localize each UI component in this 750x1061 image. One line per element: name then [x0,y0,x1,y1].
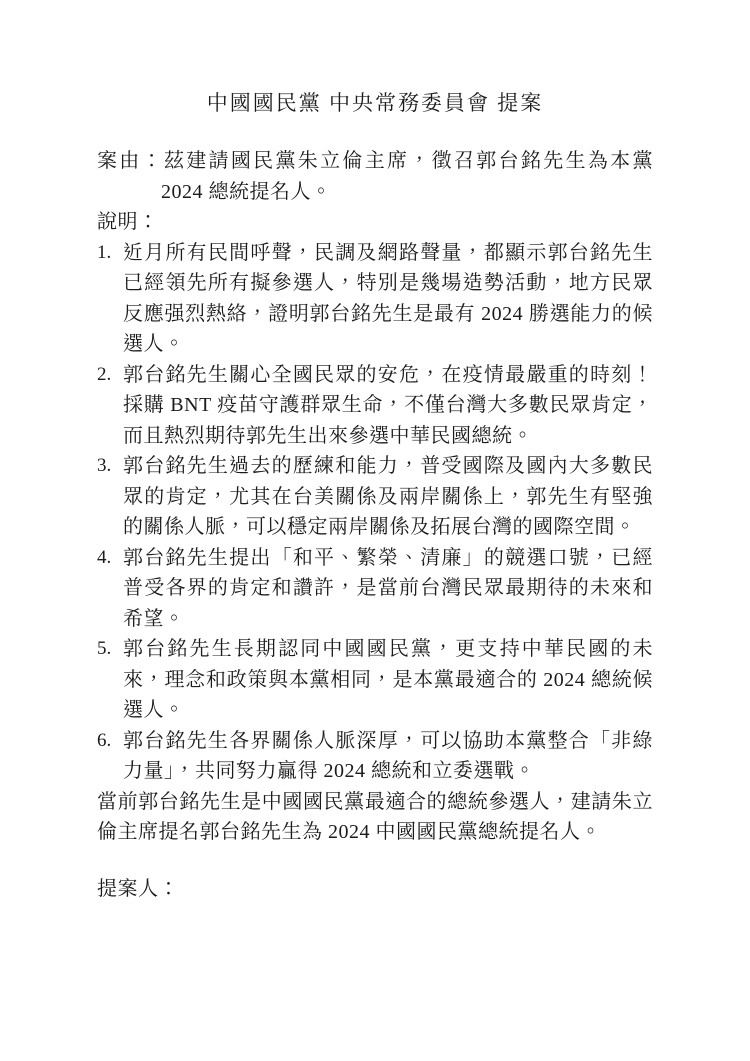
subject-text: 茲建請國民黨朱立倫主席，徵召郭台銘先生為本黨 2024 總統提名人。 [161,150,653,203]
list-item [97,543,653,635]
proposer-label: 提案人： [97,877,179,900]
list-item [97,634,653,726]
list-item [97,726,653,787]
list-item-number: 2. [97,363,112,385]
list-item-text: 郭台銘先生過去的歷練和能力，普受國際及國內大多數民眾的肯定，尤其在台美關係及兩岸關係上，郭先生有堅強的關係人脈，可以穩定兩岸關係及拓展台灣的國際空間。 [123,455,653,538]
explanation-label: 說明： [97,211,159,233]
list-item-text: 近月所有民間呼聲，民調及網路聲量，都顯示郭台銘先生已經領先所有擬參選人，特別是幾場造勢活動，地方民眾反應强烈熱絡，證明郭台銘先生是最有 2024 勝選能力的候選人。 [123,241,653,355]
list-item-text: 郭台銘先生長期認同中國國民黨，更支持中華民國的未來，理念和政策與本黨相同，是本黨最適合的 2024 總統候選人。 [123,638,653,721]
list-item-text: 郭台銘先生各界關係人脈深厚，可以協助本黨整合「非綠力量」，共同努力贏得 2024 總統和立委選戰。 [123,729,653,782]
list-item-number: 4. [97,546,112,568]
document-title: 中國國民黨 中央常務委員會 提案 [206,91,544,115]
subject-paragraph [97,146,653,207]
list-item-number: 6. [97,729,112,751]
list-item-number: 5. [97,638,112,659]
list-item-text: 郭台銘先生關心全國民眾的安危，在疫情最嚴重的時刻！採購 BNT 疫苗守護群眾生命，不僅台灣大多數民眾肯定，而且熱烈期待郭先生出來參選中華民國總統。 [123,363,653,447]
explanation-list [97,238,653,787]
list-item-text: 郭台銘先生提出「和平、繁榮、清廉」的競選口號，已經普受各界的肯定和讚許，是當前台灣民眾最期待的未來和希望。 [123,546,653,630]
closing-paragraph: 當前郭台銘先生是中國國民黨最適合的總統參選人，建請朱立倫主席提名郭台銘先生為 2024 中國國民黨總統提名人。 [97,790,653,843]
list-item-number: 3. [97,455,112,476]
subject-label: 案由： [97,150,164,172]
list-item [97,238,653,360]
list-item-number: 1. [97,241,112,263]
list-item [97,360,653,452]
list-item [97,451,653,543]
